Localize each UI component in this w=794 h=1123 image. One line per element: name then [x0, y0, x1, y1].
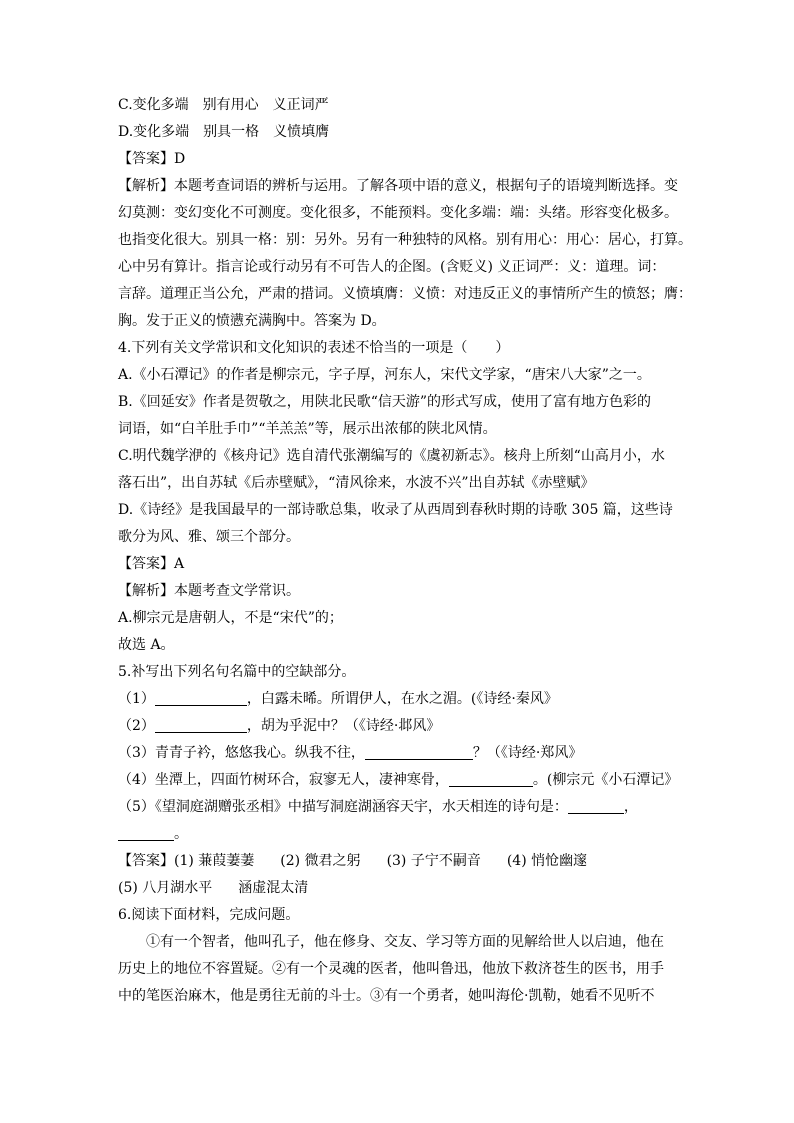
blank-1 — [155, 689, 247, 706]
analysis-4-line-2: A.柳宗元是唐朝人，不是“宋代”的； — [118, 610, 343, 626]
analysis-3-line-6: 胸。发于正义的愤懑充满胸中。答案为 D。 — [118, 313, 386, 329]
question-4-option-c-line-1: C.明代魏学洢的《核舟记》选自清代张潮编写的《虞初新志》。核舟上所刻“山高月小，水 — [118, 448, 665, 464]
analysis-3-line-3: 也指变化很大。别具一格：别：另外。另有一种独特的风格。别有用心：用心：居心，打算。 — [118, 232, 692, 248]
analysis-3-line-2: 幻莫测：变幻变化不可测度。变化很多，不能预料。变化多端：端：头绪。形容变化极多。 — [118, 205, 678, 221]
item-4-text-after: 。(柳宗元《小石潭记》 — [532, 772, 679, 788]
answer-4: 【答案】A — [118, 556, 185, 572]
blank-5a — [568, 797, 624, 814]
blank-3 — [365, 743, 473, 760]
analysis-4-line-1: 【解析】本题考查文学常识。 — [118, 583, 300, 599]
option-c-line: C.变化多端 别有用心 义正词严 — [118, 97, 329, 113]
answer-5-line-1 — [118, 848, 678, 875]
item-2-text: ，胡为乎泥中？（《诗经·邶风》 — [246, 718, 441, 734]
question-5-stem: 5.补写出下列名句名篇中的空缺部分。 — [118, 664, 356, 680]
item-1-number: （1） — [118, 691, 155, 707]
question-4-option-d-line-1: D.《诗经》是我国最早的一部诗歌总集，收录了从西周到春秋时期的诗歌 305 篇，这些诗 — [118, 502, 673, 518]
answer-5-line-2 — [118, 875, 678, 902]
blank-2 — [155, 716, 247, 733]
question-5-item-2 — [118, 713, 678, 740]
item-1-text: ，白露未晞。所谓伊人，在水之湄。(《诗经·秦风》 — [246, 691, 558, 707]
question-4-option-c-line-2: 落石出”，出自苏轼《后赤壁赋》，“清风徐来，水波不兴”出自苏轼《赤壁赋》 — [118, 475, 595, 491]
answer-5-1: 【答案】(1) 蒹葭萋萋 — [118, 853, 255, 869]
answer-5-2: (2) 微君之躬 — [280, 853, 361, 869]
passage-line-3: 中的笔医治麻木，他是勇往无前的斗士。③有一个勇者，她叫海伦·凯勒，她看不见听不 — [118, 988, 655, 1004]
question-4-option-a: A.《小石潭记》的作者是柳宗元，字子厚，河东人，宋代文学家，“唐宋八大家”之一。 — [118, 367, 651, 383]
question-5-item-1 — [118, 686, 678, 713]
document-page — [118, 92, 692, 1010]
item-5-comma: ， — [623, 799, 638, 815]
question-4-option-d-line-2: 歌分为风、雅、颂三个部分。 — [118, 529, 300, 545]
passage-line-1: ①有一个智者，他叫孔子，他在修身、交友、学习等方面的见解给世人以启迪，他在 — [146, 934, 664, 950]
blank-4 — [449, 770, 533, 787]
item-3-text-before: （3）青青子衿，悠悠我心。纵我不往， — [118, 745, 365, 761]
answer-5-3: (3) 子宁不嗣音 — [386, 853, 481, 869]
option-d-line: D.变化多端 别具一格 义愤填膺 — [118, 124, 330, 140]
analysis-4-line-3: 故选 A。 — [118, 637, 175, 653]
question-5-item-3 — [118, 740, 678, 767]
item-2-number: （2） — [118, 718, 155, 734]
question-4-stem: 4.下列有关文学常识和文化知识的表述不恰当的一项是（ ） — [118, 340, 510, 356]
analysis-3-line-1: 【解析】本题考查词语的辨析与运用。了解各项中语的意义，根据句子的语境判断选择。变 — [118, 178, 678, 194]
question-6-stem: 6.阅读下面材料，完成问题。 — [118, 907, 300, 923]
question-5-item-5-cont — [118, 821, 678, 848]
question-5-item-5 — [118, 794, 678, 821]
question-5-item-4 — [118, 767, 678, 794]
answer-3: 【答案】D — [118, 151, 186, 167]
question-4-option-b-line-1: B.《回延安》作者是贺敬之，用陕北民歌“信天游”的形式写成，使用了富有地方色彩的 — [118, 394, 652, 410]
blank-5b — [118, 824, 174, 841]
passage-line-2: 历史上的地位不容置疑。②有一个灵魂的医者，他叫鲁迅，他放下救济苍生的医书，用手 — [118, 961, 664, 977]
analysis-3-line-4: 心中另有算计。指言论或行动另有不可告人的企图。(含贬义) 义正词严：义：道理。词： — [118, 259, 666, 275]
answer-5-5a: (5) 八月湖水平 — [118, 880, 213, 896]
item-3-text-after: ？（《诗经·郑风》 — [472, 745, 583, 761]
answer-5-4: (4) 悄怆幽邃 — [506, 853, 588, 869]
question-4-option-b-line-2: 词语，如“白羊肚手巾”“羊羔羔”等，展示出浓郁的陕北风情。 — [118, 421, 497, 437]
analysis-3-line-5: 言辞。道理正当公允，严肃的措词。义愤填膺：义愤：对违反正义的事情所产生的愤怒；膺： — [118, 286, 692, 302]
item-5-text: （5）《望洞庭湖赠张丞相》中描写洞庭湖涵容天宇，水天相连的诗句是： — [118, 799, 568, 815]
item-4-text-before: （4）坐潭上，四面竹树环合，寂寥无人，凄神寒骨， — [118, 772, 449, 788]
answer-5-5b: 涵虚混太清 — [238, 880, 309, 896]
item-5-period: 。 — [174, 826, 188, 842]
